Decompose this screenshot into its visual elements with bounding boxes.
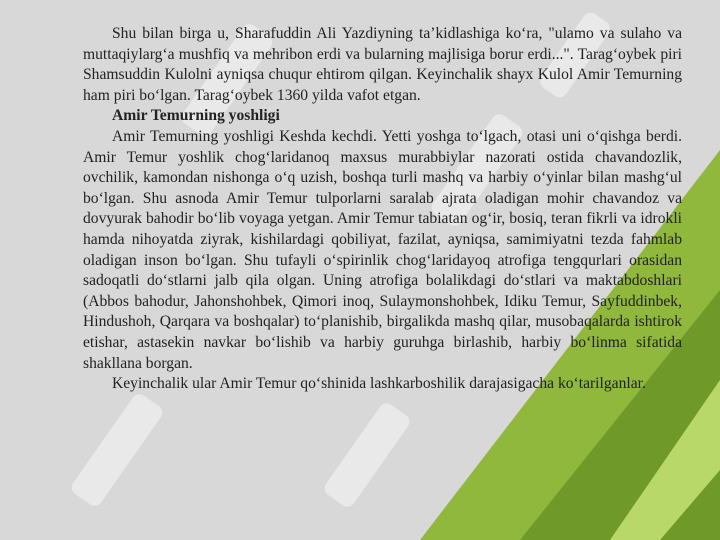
paragraph-intro: Shu bilan birga u, Sharafuddin Ali Yazdiyning ta’kidlashiga ko‘ra, "ulamo va sulaho va muttaqiylarg‘a mushfiq va mehribon erdi va bularning majlisiga borur erdi...". Tarag‘oybek piri Shamsuddin Kulolni ayniqsa chuqur ehtirom qilgan. Keyinchalik shayx Kulol Amir Temurning ham piri bo‘lgan. Tarag‘oybek 1360 yilda vafot etgan.: [83, 25, 682, 104]
paragraph-youth: Amir Temurning yoshligi Keshda kechdi. Yetti yoshga to‘lgach, otasi uni o‘qishga berdi. Amir Temur yoshlik chog‘laridanoq maxsus murabbiylar nazorati ostida chavandozlik, ovchilik, kamondan nishonga o‘q uzish, boshqa turli mashq va harbiy o‘yinlar bilan mashg‘ul bo‘lgan. Shu asnoda Amir Temur tulporlarni saralab ajrata oladigan mohir chavandoz va dovyurak bahodir bo‘lib voyaga yetgan. Amir Temur tabiatan og‘ir, bosiq, teran fikrli va idrokli hamda nihoyatda ziyrak, kishilardagi qobiliyat, fazilat, ayniqsa, samimiyatni tezda fahmlab oladigan inson bo‘lgan. Shu tufayli o‘spirinlik chog‘laridayoq atrofiga tengqurlari orasidan sadoqatli do‘stlarni jalb qila olgan. Uning atrofiga bolalikdagi do‘stlari va maktabdoshlari (Abbos bahodur, Jahonshohbek, Qimori inoq, Sulaymonshohbek, Idiku Temur, Sayfuddinbek, Hindushoh, Qarqara va boshqalar) to‘planishib, birgalikda mashq qilar, musobaqalarda ishtirok etishar, astasekin navkar bo‘lishib va harbiy guruhga birlashib, harbiy bo‘linma sifatida shakllana borgan.: [83, 127, 682, 372]
paragraph-closing: Keyinchalik ular Amir Temur qo‘shinida lashkarboshilik darajasigacha ko‘tarilganlar.: [112, 375, 646, 393]
text-body: [83, 24, 682, 395]
section-heading: Amir Temurning yoshligi: [112, 107, 280, 125]
